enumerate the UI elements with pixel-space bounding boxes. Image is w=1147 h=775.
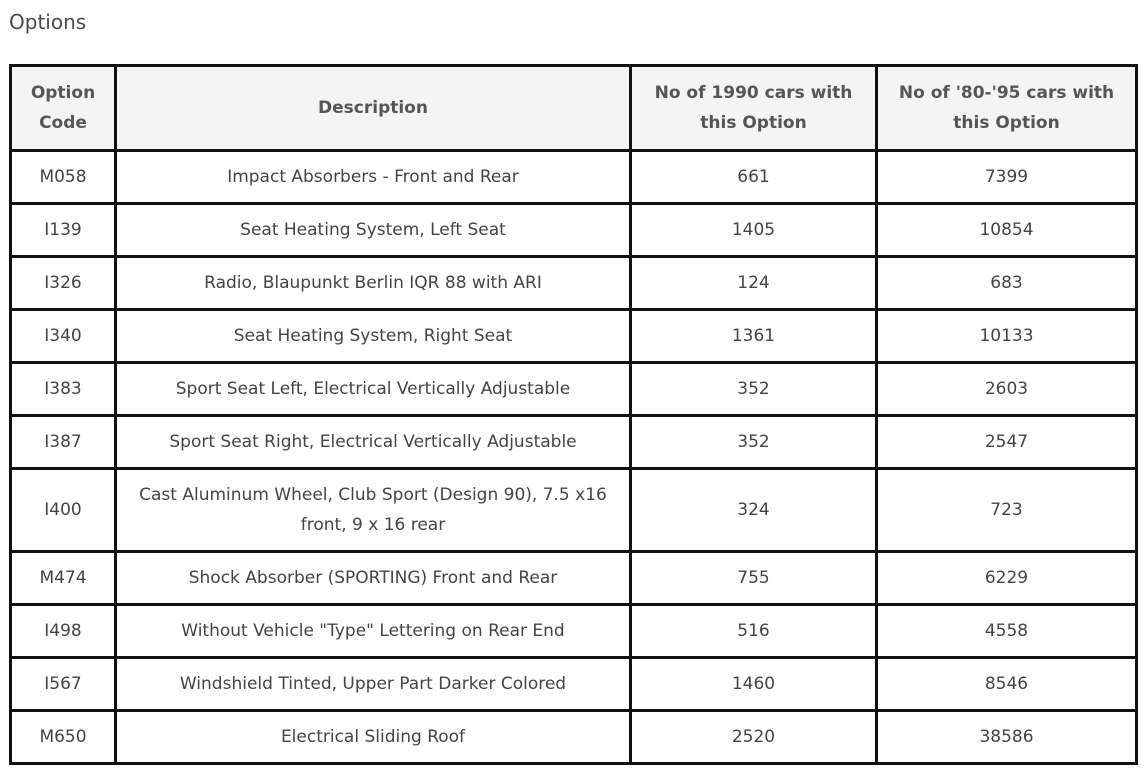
description-cell: Seat Heating System, Left Seat — [116, 204, 631, 257]
table-row — [11, 257, 1137, 310]
table-row — [11, 363, 1137, 416]
table-row — [11, 416, 1137, 469]
description-cell: Windshield Tinted, Upper Part Darker Colored — [116, 658, 631, 711]
option-code-cell: I400 — [11, 469, 116, 552]
table-row — [11, 658, 1137, 711]
header-option-code: Option Code — [11, 66, 116, 151]
count-80-95-cell: 4558 — [877, 605, 1137, 658]
count-80-95-cell: 2547 — [877, 416, 1137, 469]
option-code-cell: I567 — [11, 658, 116, 711]
count-80-95-cell: 10133 — [877, 310, 1137, 363]
option-code-cell: M058 — [11, 151, 116, 204]
table-row — [11, 605, 1137, 658]
description-cell: Seat Heating System, Right Seat — [116, 310, 631, 363]
count-80-95-cell: 10854 — [877, 204, 1137, 257]
description-cell: Impact Absorbers - Front and Rear — [116, 151, 631, 204]
table-row — [11, 552, 1137, 605]
description-cell: Cast Aluminum Wheel, Club Sport (Design 90), 7.5 x16 front, 9 x 16 rear — [116, 469, 631, 552]
table-row — [11, 310, 1137, 363]
table-body — [11, 151, 1137, 764]
description-cell: Sport Seat Right, Electrical Vertically Adjustable — [116, 416, 631, 469]
option-code-cell: I387 — [11, 416, 116, 469]
table-header — [11, 66, 1137, 151]
description-cell: Without Vehicle "Type" Lettering on Rear End — [116, 605, 631, 658]
table-row — [11, 151, 1137, 204]
page-title: Options — [9, 10, 87, 34]
header-row — [11, 66, 1137, 151]
table-row — [11, 711, 1137, 764]
table-row — [11, 204, 1137, 257]
description-cell: Radio, Blaupunkt Berlin IQR 88 with ARI — [116, 257, 631, 310]
count-80-95-cell: 2603 — [877, 363, 1137, 416]
count-1990-cell: 352 — [631, 363, 877, 416]
header-description: Description — [116, 66, 631, 151]
count-1990-cell: 352 — [631, 416, 877, 469]
count-80-95-cell: 6229 — [877, 552, 1137, 605]
option-code-cell: I383 — [11, 363, 116, 416]
count-1990-cell: 324 — [631, 469, 877, 552]
count-1990-cell: 1405 — [631, 204, 877, 257]
option-code-cell: M650 — [11, 711, 116, 764]
count-1990-cell: 661 — [631, 151, 877, 204]
option-code-cell: M474 — [11, 552, 116, 605]
table-row — [11, 469, 1137, 552]
description-cell: Electrical Sliding Roof — [116, 711, 631, 764]
count-80-95-cell: 683 — [877, 257, 1137, 310]
header-count-1990: No of 1990 cars with this Option — [631, 66, 877, 151]
count-80-95-cell: 723 — [877, 469, 1137, 552]
count-80-95-cell: 38586 — [877, 711, 1137, 764]
description-cell: Sport Seat Left, Electrical Vertically Adjustable — [116, 363, 631, 416]
count-1990-cell: 516 — [631, 605, 877, 658]
option-code-cell: I498 — [11, 605, 116, 658]
header-count-80-95: No of '80-'95 cars with this Option — [877, 66, 1137, 151]
count-1990-cell: 124 — [631, 257, 877, 310]
count-1990-cell: 1460 — [631, 658, 877, 711]
option-code-cell: I340 — [11, 310, 116, 363]
count-1990-cell: 2520 — [631, 711, 877, 764]
description-cell: Shock Absorber (SPORTING) Front and Rear — [116, 552, 631, 605]
option-code-cell: I326 — [11, 257, 116, 310]
option-code-cell: I139 — [11, 204, 116, 257]
count-1990-cell: 755 — [631, 552, 877, 605]
options-table — [9, 64, 1138, 765]
count-1990-cell: 1361 — [631, 310, 877, 363]
count-80-95-cell: 7399 — [877, 151, 1137, 204]
count-80-95-cell: 8546 — [877, 658, 1137, 711]
